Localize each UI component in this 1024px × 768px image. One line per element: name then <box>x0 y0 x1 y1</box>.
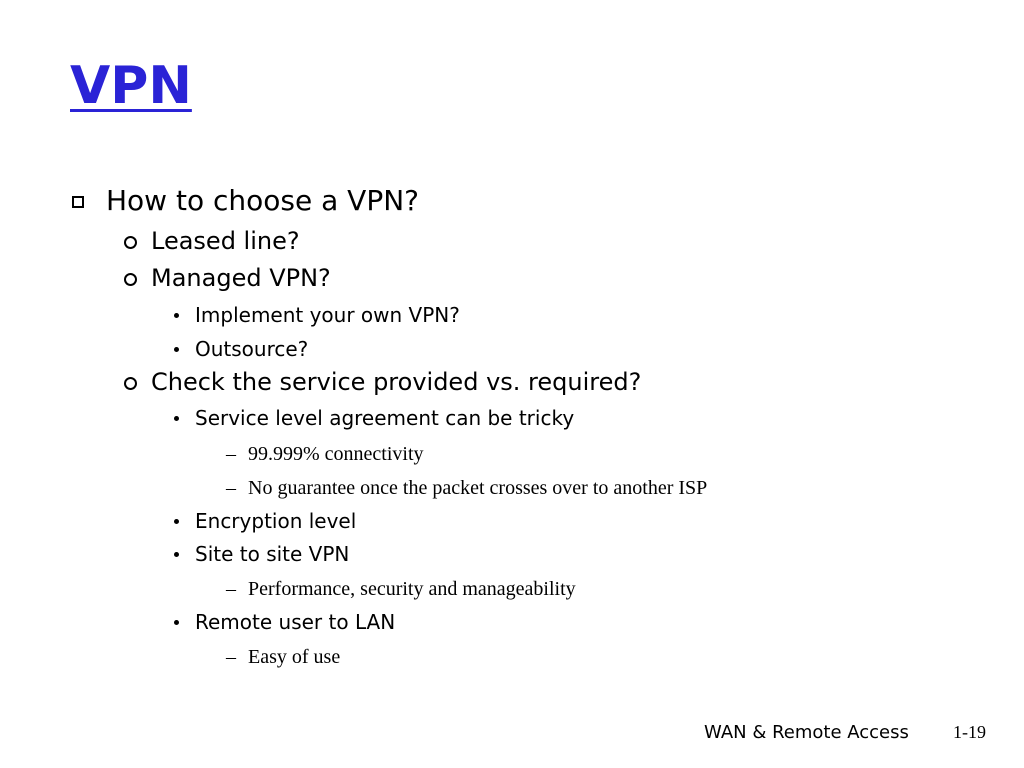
dot-icon <box>174 519 179 524</box>
bullet-text: How to choose a VPN? <box>106 184 420 217</box>
bullet-item-l2 <box>124 264 331 292</box>
bullet-item-l4 <box>226 646 340 669</box>
bullet-item-l2 <box>124 368 641 396</box>
bullet-item-l3 <box>174 542 349 566</box>
dot-icon <box>174 552 179 557</box>
bullet-text: Implement your own VPN? <box>195 303 460 327</box>
dash-icon: – <box>226 477 236 499</box>
bullet-text: Easy of use <box>248 646 341 668</box>
hollow-circle-icon <box>124 236 137 249</box>
bullet-item-l4 <box>226 443 424 466</box>
dot-icon <box>174 620 179 625</box>
bullet-text: Remote user to LAN <box>195 610 396 634</box>
bullet-item-l3 <box>174 406 574 430</box>
bullet-item-l3 <box>174 509 356 533</box>
bullet-item-l3 <box>174 610 395 634</box>
dot-icon <box>174 313 179 318</box>
bullet-text: Managed VPN? <box>151 264 331 292</box>
dash-icon: – <box>226 578 236 600</box>
bullet-text: Outsource? <box>195 337 309 361</box>
bullet-text: Site to site VPN <box>195 542 350 566</box>
bullet-text: 99.999% connectivity <box>248 443 424 465</box>
hollow-square-icon <box>72 196 84 208</box>
bullet-item-l4 <box>226 578 576 601</box>
bullet-text: Encryption level <box>195 509 357 533</box>
bullet-item-l3 <box>174 337 308 361</box>
dash-icon: – <box>226 646 236 668</box>
bullet-item-l4 <box>226 477 707 500</box>
dot-icon <box>174 416 179 421</box>
bullet-text: No guarantee once the packet crosses over to another ISP <box>248 477 708 499</box>
bullet-item-l3 <box>174 303 460 327</box>
footer-page-number: 1-19 <box>953 722 986 742</box>
bullet-text: Leased line? <box>151 227 300 255</box>
bullet-item-l1 <box>72 184 419 217</box>
hollow-circle-icon <box>124 273 137 286</box>
bullet-item-l2 <box>124 227 300 255</box>
dash-icon: – <box>226 443 236 465</box>
bullet-text: Service level agreement can be tricky <box>195 406 575 430</box>
hollow-circle-icon <box>124 377 137 390</box>
dot-icon <box>174 347 179 352</box>
bullet-text: Performance, security and manageability <box>248 578 576 600</box>
slide-title: VPN <box>70 56 192 116</box>
footer-course-title: WAN & Remote Access <box>704 722 909 743</box>
bullet-text: Check the service provided vs. required? <box>151 368 642 396</box>
